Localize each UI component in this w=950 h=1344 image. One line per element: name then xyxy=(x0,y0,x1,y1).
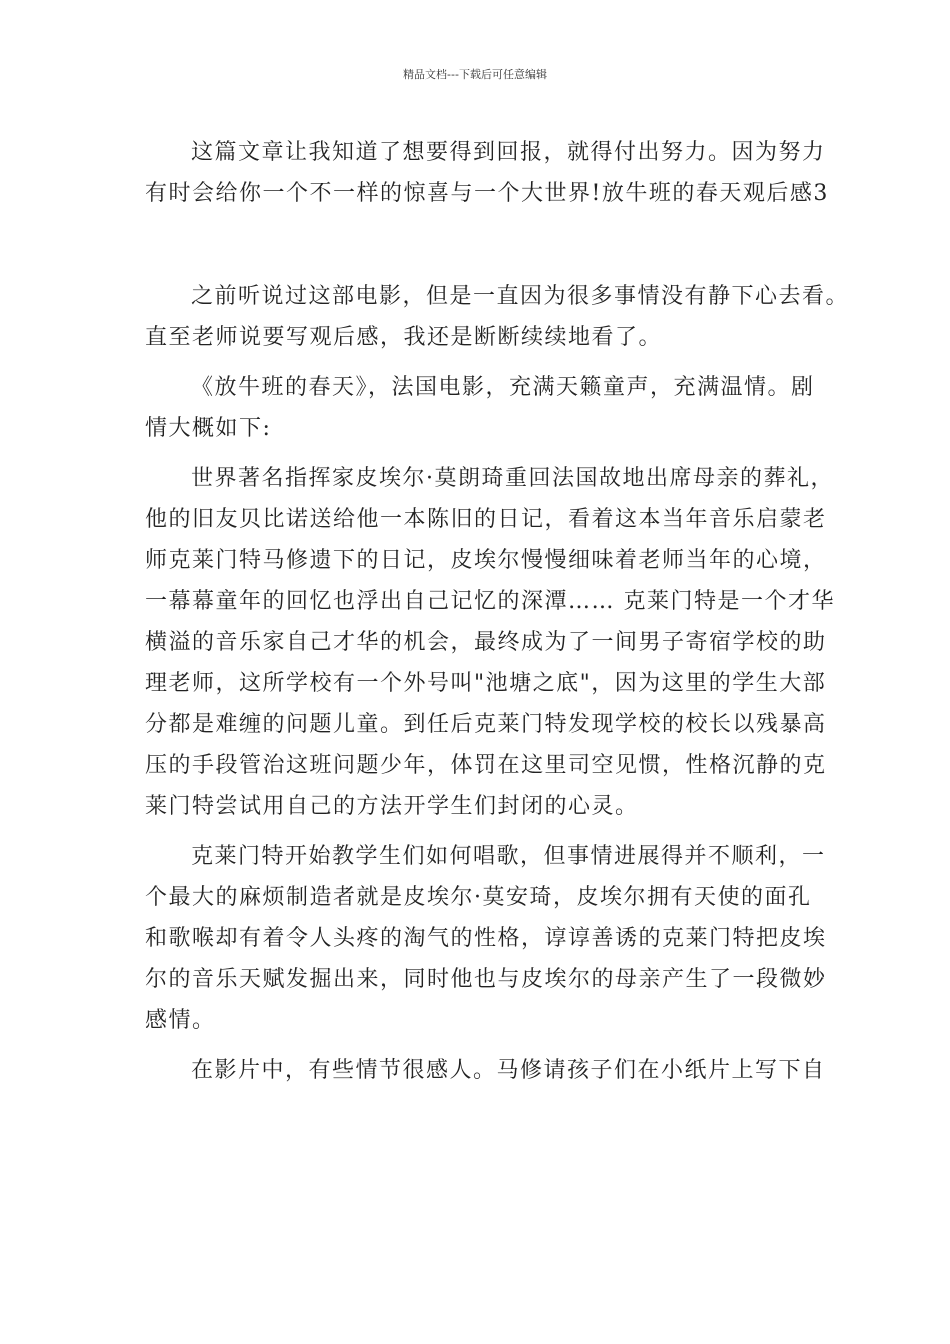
text-line: 情大概如下: xyxy=(145,416,272,441)
text-line: 压的手段管治这班问题少年，体罚在这里司空见惯，性格沉静的克 xyxy=(145,753,827,778)
text-line: 这篇文章让我知道了想要得到回报，就得付出努力。因为努力 xyxy=(191,140,826,165)
text-line: 克莱门特开始教学生们如何唱歌，但事情进展得并不顺利，一 xyxy=(191,844,826,869)
text-line: 尔的音乐天赋发掘出来，同时他也与皮埃尔的母亲产生了一段微妙 xyxy=(145,967,827,992)
page-header: 精品文档---下载后可任意编辑 xyxy=(403,68,547,81)
paragraph-5 xyxy=(145,836,825,1041)
paragraph-gap xyxy=(145,358,825,367)
text-line: 在影片中，有些情节很感人。马修请孩子们在小纸片上写下自 xyxy=(191,1058,826,1083)
text-line: 莱门特尝试用自己的方法开学生们封闭的心灵。 xyxy=(145,794,639,819)
text-line: 和歌喉却有着令人头疼的淘气的性格，谆谆善诱的克莱门特把皮埃 xyxy=(145,926,827,951)
text-line: 直至老师说要写观后感，我还是断断续续地看了。 xyxy=(145,325,663,350)
paragraph-3 xyxy=(145,367,825,449)
paragraph-gap xyxy=(145,1041,825,1050)
paragraph-6 xyxy=(145,1050,825,1091)
text-line: 他的旧友贝比诺送给他一本陈旧的日记，看着这本当年音乐启蒙老 xyxy=(145,507,827,532)
paragraph-gap xyxy=(145,827,825,836)
text-line: 一幕幕童年的回忆也浮出自己记忆的深潭…… 克莱门特是一个才华 xyxy=(145,589,835,614)
article-body xyxy=(145,132,850,1091)
paragraph-gap xyxy=(145,214,825,276)
paragraph-2 xyxy=(145,276,850,358)
paragraph-1 xyxy=(145,132,829,214)
text-line: 个最大的麻烦制造者就是皮埃尔·莫安琦，皮埃尔拥有天使的面孔 xyxy=(145,885,812,910)
text-line: 理老师，这所学校有一个外号叫"池塘之底"，因为这里的学生大部 xyxy=(145,671,827,696)
text-line: 横溢的音乐家自己才华的机会，最终成为了一间男子寄宿学校的助 xyxy=(145,630,827,655)
paragraph-4 xyxy=(145,458,835,827)
text-line: 师克莱门特马修遗下的日记，皮埃尔慢慢细味着老师当年的心境， xyxy=(145,548,827,573)
text-line: 之前听说过这部电影，但是一直因为很多事情没有静下心去看。 xyxy=(191,284,850,309)
text-line: 感情。 xyxy=(145,1008,216,1033)
text-line: 分都是难缠的问题儿童。到任后克莱门特发现学校的校长以残暴高 xyxy=(145,712,827,737)
paragraph-gap xyxy=(145,449,825,458)
text-line: 世界著名指挥家皮埃尔·莫朗琦重回法国故地出席母亲的葬礼， xyxy=(191,466,834,491)
text-line: 有时会给你一个不一样的惊喜与一个大世界!放牛班的春天观后感3 xyxy=(145,181,829,206)
text-line: 《放牛班的春天》，法国电影，充满天籁童声，充满温情。剧 xyxy=(191,375,815,400)
